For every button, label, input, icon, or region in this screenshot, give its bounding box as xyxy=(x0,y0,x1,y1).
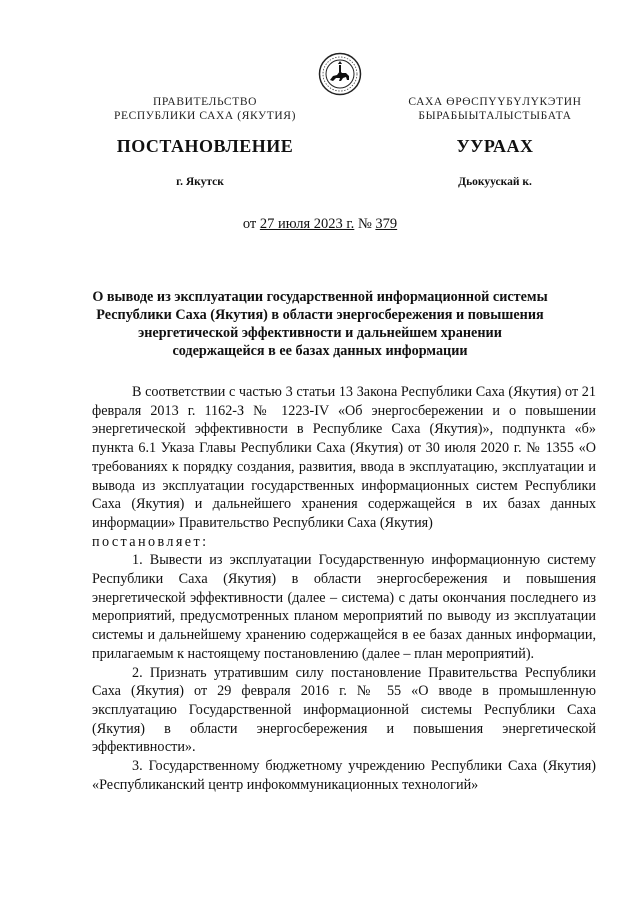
org-right-line1: САХА ӨРӨСПҮҮБҮЛҮКЭТИН xyxy=(408,96,582,108)
org-left-line2: РЕСПУБЛИКИ САХА (ЯКУТИЯ) xyxy=(113,110,296,122)
title-line-2: Республики Саха (Якутия) в области энергосбережения и повышения xyxy=(96,307,544,323)
title-line-4: содержащейся в ее базах данных информации xyxy=(172,343,468,359)
organization-name-russian xyxy=(95,95,315,123)
date-prefix: от xyxy=(242,216,260,232)
coat-of-arms-emblem xyxy=(318,52,362,96)
city-russian: г. Якутск xyxy=(176,176,224,188)
decree-title xyxy=(92,288,548,360)
title-line-3: энергетической эффективности и дальнейшем хранении xyxy=(138,325,502,341)
decree-word-paragraph xyxy=(92,533,596,552)
decree-number: 379 xyxy=(375,216,398,232)
document-type-russian: ПОСТАНОВЛЕНИЕ xyxy=(116,136,294,156)
yakutia-coat-of-arms-icon xyxy=(318,52,362,96)
number-label: № xyxy=(354,216,376,232)
preamble-paragraph: В соответствии с частью 3 статьи 13 Закона Республики Саха (Якутия) от 21 февраля 2013 г. 1162-З № 1223-IV «Об энергосбережении и о повышении энергетической эффективности в Республике Саха (Якутия)», подпункта «б» пункта 6.1 Указа Главы Республики Саха (Якутия) от 30 июля 2020 г. № 1355 «О требованиях к порядку создания, развития, ввода в эксплуатацию, эксплуатации и вывода из эксплуатации государственных информационных систем Республики Саха (Якутия) и дальнейшего хранения содержащейся в их базах данных информации» Правительство Республики Саха (Якутия) xyxy=(92,384,596,531)
title-line-1: О выводе из эксплуатации государственной информационной системы xyxy=(92,289,548,305)
decree-date: 27 июля 2023 г. xyxy=(259,216,355,232)
city-yakut: Дьокуускай к. xyxy=(458,176,532,188)
document-type-yakut: УУРААХ xyxy=(456,136,534,156)
org-left-line1: ПРАВИТЕЛЬСТВО xyxy=(153,96,257,108)
decree-date-line xyxy=(100,216,540,233)
organization-name-yakut xyxy=(380,95,610,123)
item-1-paragraph: 1. Вывести из эксплуатации Государственную информационную систему Республики Саха (Якутия) в области энергосбережения и повышения энергетической эффективности (далее – система) с даты окончания последнего из мероприятий, предусмотренных планом мероприятий по выводу из эксплуатации системы и дальнейшему хранению содержащейся в ее базах данных информации, прилагаемым к настоящему постановлению (далее – план мероприятий). xyxy=(92,552,596,662)
decree-word: постановляет: xyxy=(92,533,209,550)
decree-body xyxy=(92,383,596,794)
org-right-line2: БЫРАБЫЫТАЛЫСТЫБАТА xyxy=(418,110,572,122)
item-2-paragraph: 2. Признать утратившим силу постановление Правительства Республики Саха (Якутия) от 29 февраля 2016 г. № 55 «О вводе в промышленную эксплуатацию Государственной информационной системы Республики Саха (Якутия) в области энергосбережения и повышения энергетической эффективности». xyxy=(92,664,596,756)
item-3-paragraph: 3. Государственному бюджетному учреждению Республики Саха (Якутия) «Республиканский центр инфокоммуникационных технологий» xyxy=(92,758,596,793)
